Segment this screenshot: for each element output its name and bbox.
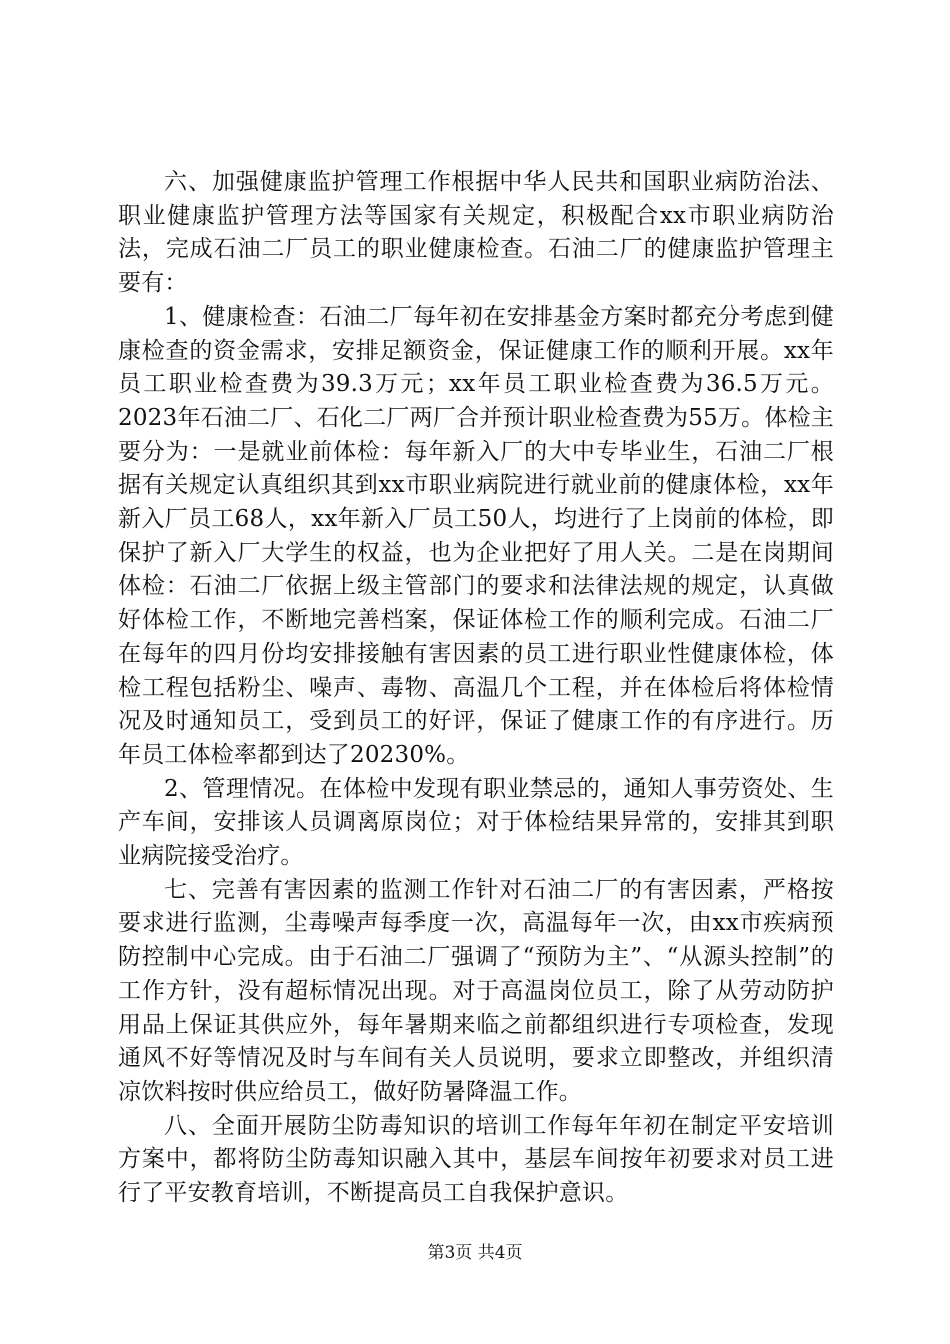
document-body: [118, 166, 834, 1211]
paragraph-section-eight: 八、全面开展防尘防毒知识的培训工作每年年初在制定平安培训方案中，都将防尘防毒知识融入其中，基层车间按年初要求对员工进行了平安教育培训，不断提高员工自我保护意识。: [118, 1112, 834, 1207]
paragraph-section-seven: 七、完善有害因素的监测工作针对石油二厂的有害因素，严格按要求进行监测，尘毒噪声每季度一次，高温每年一次，由xx市疾病预防控制中心完成。由于石油二厂强调了“预防为主”、“从源头控制”的工作方针，没有超标情况出现。对于高温岗位员工，除了从劳动防护用品上保证其供应外，每年暑期来临之前都组织进行专项检查，发现通风不好等情况及时与车间有关人员说明，要求立即整改，并组织清凉饮料按时供应给员工，做好防暑降温工作。: [118, 876, 834, 1105]
paragraph-section-six: 六、加强健康监护管理工作根据中华人民共和国职业病防治法、职业健康监护管理方法等国家有关规定，积极配合xx市职业病防治法，完成石油二厂员工的职业健康检查。石油二厂的健康监护管理主要有：: [118, 169, 834, 297]
page-number-footer: 第3页 共4页: [427, 1243, 523, 1263]
paragraph-health-check: 1、健康检查：石油二厂每年初在安排基金方案时都充分考虑到健康检查的资金需求，安排足额资金，保证健康工作的顺利开展。xx年员工职业检查费为39.3万元；xx年员工职业检查费为36.5万元。2023年石油二厂、石化二厂两厂合并预计职业检查费为55万。体检主要分为：一是就业前体检：每年新入厂的大中专毕业生，石油二厂根据有关规定认真组织其到xx市职业病院进行就业前的健康体检，xx年新入厂员工68人，xx年新入厂员工50人，均进行了上岗前的体检，即保护了新入厂大学生的权益，也为企业把好了用人关。二是在岗期间体检：石油二厂依据上级主管部门的要求和法律法规的规定，认真做好体检工作，不断地完善档案，保证体检工作的顺利完成。石油二厂在每年的四月份均安排接触有害因素的员工进行职业性健康体检，体检工程包括粉尘、噪声、毒物、高温几个工程，并在体检后将体检情况及时通知员工，受到员工的好评，保证了健康工作的有序进行。历年员工体检率都到达了20230%。: [118, 303, 834, 768]
paragraph-management: 2、管理情况。在体检中发现有职业禁忌的，通知人事劳资处、生产车间，安排该人员调离原岗位；对于体检结果异常的，安排其到职业病院接受治疗。: [118, 775, 834, 870]
